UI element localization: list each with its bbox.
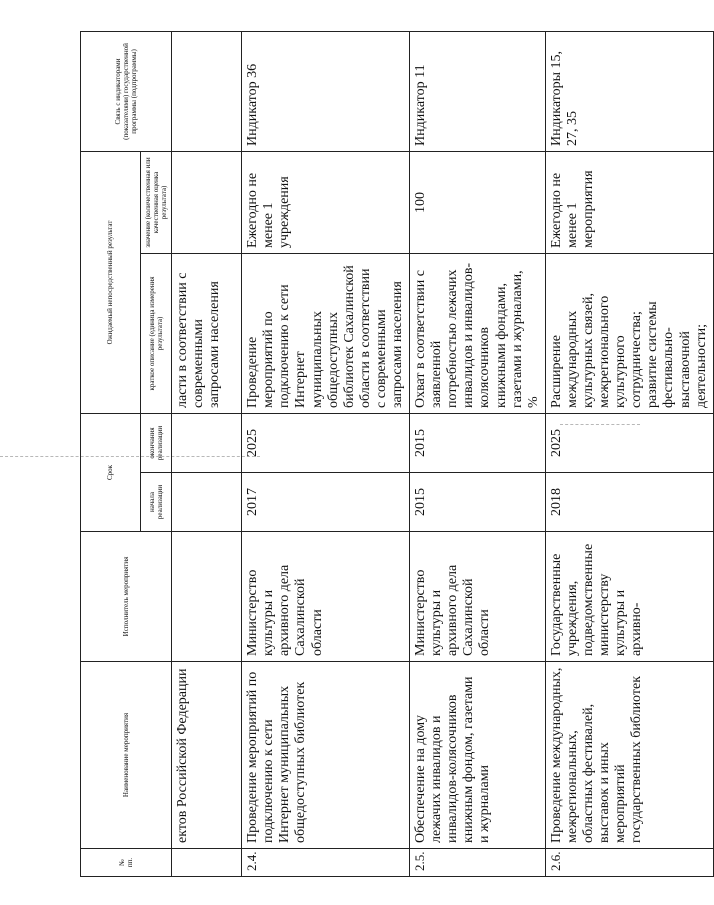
row-name: Проведение мероприятий по подключению к сети Интернет муниципальных общедоступных библиотек	[242, 662, 410, 849]
header-start: начала реализации	[141, 473, 172, 532]
header-brief: краткое описание (единица измерения результата)	[141, 253, 172, 413]
row-value: Ежегодно не менее 1 учреждения	[242, 151, 410, 253]
row-start: 2017	[242, 473, 410, 532]
row-link: Индикатор 36	[242, 31, 410, 151]
row-num	[172, 849, 242, 877]
row-link	[172, 31, 242, 151]
row-link: Индикатор 11	[410, 31, 546, 151]
header-term: Срок	[81, 413, 141, 531]
row-link: Индикаторы 15, 27, 35	[545, 31, 713, 151]
row-name: Обеспечение на дому лежачих инвалидов и инвалидов-колясочников книжным фондом, газетами и журналами	[410, 662, 546, 849]
header-name: Наименование мероприятия	[81, 662, 172, 849]
rotated-table-wrapper	[80, 32, 709, 877]
table-row	[172, 31, 242, 876]
header-value: значение (количественная или качественная оценка результата)	[141, 151, 172, 253]
measures-table	[80, 31, 714, 877]
header-end: окончания реализации	[141, 413, 172, 472]
row-end: 2015	[410, 413, 546, 472]
row-num: 2.4.	[242, 849, 410, 877]
row-end	[172, 413, 242, 472]
row-executor	[172, 532, 242, 662]
row-executor: Министерство культуры и архивного дела Сахалинской области	[410, 532, 546, 662]
header-expected: Ожидаемый непосредственный результат	[81, 151, 141, 413]
row-executor: Государственные учреждения, подведомственные министерству культуры и архивно-	[545, 532, 713, 662]
header-row	[81, 31, 141, 876]
row-start: 2015	[410, 473, 546, 532]
row-executor: Министерство культуры и архивного дела Сахалинской области	[242, 532, 410, 662]
row-name: Проведение международных, межрегиональных, областных фестивалей, выставок и иных мероприятий государственных библиотек	[545, 662, 713, 849]
row-end: 2025	[242, 413, 410, 472]
row-value: Ежегодно не менее 1 мероприятия	[545, 151, 713, 253]
row-brief: Охват в соответствии с заявленной потребностью лежачих инвалидов и инвалидов-колясочников книжными фондами, газетами и журналами, %	[410, 253, 546, 413]
header-num: № пп.	[81, 849, 172, 877]
header-link: Связь с индикаторами (показателями) государственной программы (подпрограммы)	[81, 31, 172, 151]
row-num: 2.5.	[410, 849, 546, 877]
row-value: 100	[410, 151, 546, 253]
row-start	[172, 473, 242, 532]
row-name: ектов Российской Федерации	[172, 662, 242, 849]
row-start: 2018	[545, 473, 713, 532]
row-num: 2.6.	[545, 849, 713, 877]
table-row	[242, 31, 410, 876]
table-row	[410, 31, 546, 876]
row-brief: Расширение международных культурных связей, межрегионального культурного сотрудничества; развитие системы фестивально-выставочной деятельности;	[545, 253, 713, 413]
header-executor: Исполнитель мероприятия	[81, 532, 172, 662]
row-end: 2025	[545, 413, 713, 472]
row-value	[172, 151, 242, 253]
row-brief: Проведение мероприятий по подключению к сети Интернет муниципальных общедоступных библиотек Сахалинской области в соответствии с современными запросами населения	[242, 253, 410, 413]
table-row	[545, 31, 713, 876]
row-brief: ласти в соответствии с современными запросами населения	[172, 253, 242, 413]
